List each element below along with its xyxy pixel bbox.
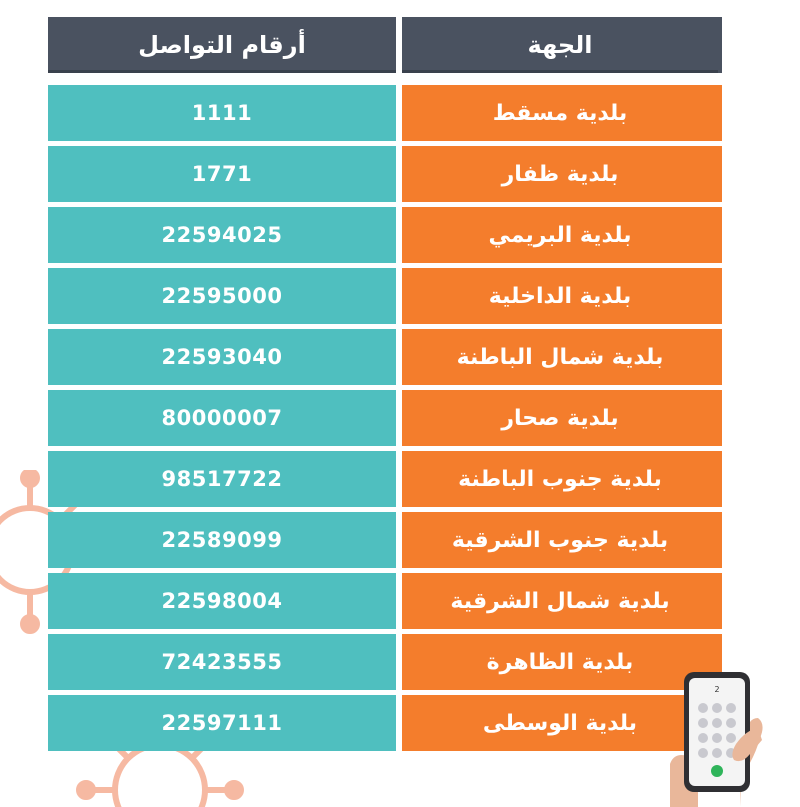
table-row [48, 268, 728, 324]
entity-name: بلدية جنوب الشرقية [402, 512, 718, 568]
row-edge [718, 390, 722, 446]
row-edge [718, 512, 722, 568]
contact-number: 72423555 [48, 634, 396, 690]
header-edge [718, 17, 722, 73]
contact-number: 1111 [48, 85, 396, 141]
row-edge [718, 85, 722, 141]
contact-number: 22595000 [48, 268, 396, 324]
table-row [48, 512, 728, 568]
contact-number: 98517722 [48, 451, 396, 507]
table-row [48, 695, 728, 751]
table-row [48, 329, 728, 385]
entity-name: بلدية البريمي [402, 207, 718, 263]
entity-name: بلدية جنوب الباطنة [402, 451, 718, 507]
entity-name: بلدية شمال الشرقية [402, 573, 718, 629]
contact-number: 22594025 [48, 207, 396, 263]
table-row [48, 390, 728, 446]
entity-name: بلدية الظاهرة [402, 634, 718, 690]
table-row [48, 207, 728, 263]
header-contact-numbers: أرقام التواصل [48, 17, 396, 73]
contact-number: 22593040 [48, 329, 396, 385]
table-header [48, 17, 728, 73]
contact-number: 80000007 [48, 390, 396, 446]
entity-name: بلدية الوسطى [402, 695, 718, 751]
table-row [48, 85, 728, 141]
row-edge [718, 451, 722, 507]
table-row [48, 573, 728, 629]
row-edge [718, 329, 722, 385]
header-entity: الجهة [402, 17, 718, 73]
entity-name: بلدية مسقط [402, 85, 718, 141]
row-edge [718, 207, 722, 263]
contact-number: 22589099 [48, 512, 396, 568]
row-edge [718, 573, 722, 629]
contact-number: 22597111 [48, 695, 396, 751]
entity-name: بلدية صحار [402, 390, 718, 446]
entity-name: بلدية شمال الباطنة [402, 329, 718, 385]
contact-number: 1771 [48, 146, 396, 202]
table-row [48, 451, 728, 507]
phone-dialpad-icon [662, 668, 772, 807]
row-edge [718, 146, 722, 202]
table-row [48, 634, 728, 690]
table-row [48, 146, 728, 202]
contact-number: 22598004 [48, 573, 396, 629]
entity-name: بلدية ظفار [402, 146, 718, 202]
row-edge [718, 268, 722, 324]
entity-name: بلدية الداخلية [402, 268, 718, 324]
phone-display-digit: 2 [714, 685, 720, 694]
